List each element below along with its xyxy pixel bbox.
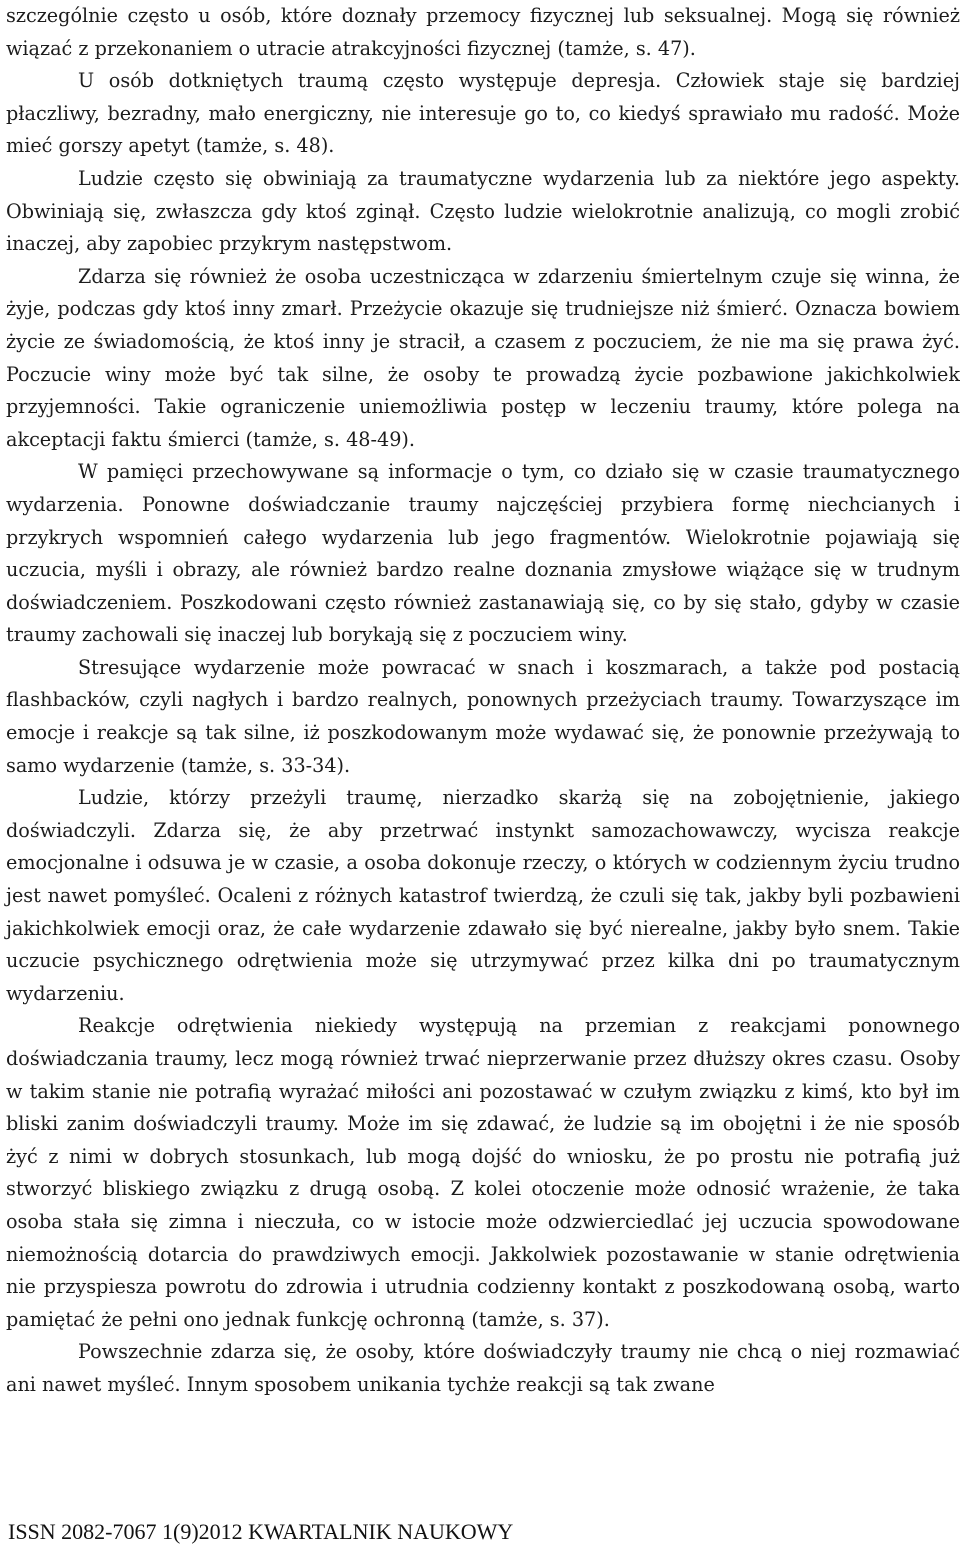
document-body [6, 0, 960, 1402]
paragraph-avoidance: Powszechnie zdarza się, że osoby, które doświadczyły traumy nie chcą o niej rozmawiać ani nawet myśleć. Innym sposobem unikania tychże reakcji są tak zwane [6, 1340, 960, 1396]
page-footer: ISSN 2082-7067 1(9)2012 KWARTALNIK NAUKOWY [8, 1519, 514, 1544]
paragraph-continued: szczególnie często u osób, które doznały przemocy fizycznej lub seksualnej. Mogą się również wiązać z przekonaniem o utracie atrakcyjności fizycznej (tamże, s. 47). [6, 4, 960, 60]
paragraph-flashbacks: Stresujące wydarzenie może powracać w snach i koszmarach, a także pod postacią flashbacków, czyli nagłych i bardzo realnych, ponownych przeżyciach traumy. Towarzyszące im emocje i reakcje są tak silne, iż poszkodowanym może wydawać się, że ponownie przeżywają to samo wydarzenie (tamże, s. 33-34). [6, 655, 960, 777]
paragraph-self-blame: Ludzie często się obwiniają za traumatyczne wydarzenia lub za niektóre jego aspekty. Obwiniają się, zwłaszcza gdy ktoś zginął. Często ludzie wielokrotnie analizują, co mogli zrobić inaczej, aby zapobiec przykrym następstwom. [6, 166, 960, 256]
paragraph-numbness-reactions: Reakcje odrętwienia niekiedy występują na przemian z reakcjami ponownego doświadczania traumy, lecz mogą również trwać nieprzerwanie przez dłuższy okres czasu. Osoby w takim stanie nie potrafią wyrażać miłości ani pozostawać w czułym związku z kimś, kto był im bliski zanim doświadczyli traumy. Może im się zdawać, że ludzie są im obojętni i że nie sposób żyć z nimi w dobrych stosunkach, lub mogą dojść do wniosku, że po prostu nie potrafią już stworzyć bliskiego związku z drugą osobą. Z kolei otoczenie może odnosić wrażenie, że taka osoba stała się zimna i nieczuła, co w istocie może odzwierciedlać jej uczucia spowodowane niemożnością dotarcia do prawdziwych emocji. Jakkolwiek pozostawanie w stanie odrętwienia nie przyspiesza powrotu do zdrowia i utrudnia codzienny kontakt z poszkodowaną osobą, warto pamiętać że pełni ono jednak funkcję ochronną (tamże, s. 37). [6, 1014, 960, 1331]
paragraph-survivor-guilt: Zdarza się również że osoba uczestnicząca w zdarzeniu śmiertelnym czuje się winna, że żyje, podczas gdy ktoś inny zmarł. Przeżycie okazuje się trudniejsze niż śmierć. Oznacza bowiem życie ze świadomością, że ktoś inny je stracił, a czasem z poczuciem, że nie ma się prawa żyć. Poczucie winy może być tak silne, że osoby te prowadzą życie pozbawione jakichkolwiek przyjemności. Takie ograniczenie uniemożliwia postęp w leczeniu traumy, które polega na akceptacji faktu śmierci (tamże, s. 48-49). [6, 264, 960, 451]
paragraph-numbness: Ludzie, którzy przeżyli traumę, nierzadko skarżą się na zobojętnienie, jakiego doświadczyli. Zdarza się, że aby przetrwać instynkt samozachowawczy, wycisza reakcje emocjonalne i odsuwa je w czasie, a osoba dokonuje rzeczy, o których w codziennym życiu trudno jest nawet pomyśleć. Ocaleni z różnych katastrof twierdzą, że czuli się tak, jakby byli pozbawieni jakichkolwiek emocji oraz, że całe wydarzenie zdawało się być nierealne, jakby było snem. Takie uczucie psychicznego odrętwienia może się utrzymywać przez kilka dni po traumatycznym wydarzeniu. [6, 786, 960, 1005]
paragraph-depression: U osób dotkniętych traumą często występuje depresja. Człowiek staje się bardziej płaczliwy, bezradny, mało energiczny, nie interesuje go to, co kiedyś sprawiało mu radość. Może mieć gorszy apetyt (tamże, s. 48). [6, 69, 960, 158]
paragraph-memory: W pamięci przechowywane są informacje o tym, co działo się w czasie traumatycznego wydarzenia. Ponowne doświadczanie traumy najczęściej przybiera formę niechcianych i przykrych wspomnień całego wydarzenia lub jego fragmentów. Wielokrotnie pojawiają się uczucia, myśli i obrazy, ale również bardzo realne doznania zmysłowe wiążące się w trudnym doświadczeniem. Poszkodowani często również zastanawiają się, co by się stało, gdyby w czasie traumy zachowali się inaczej lub borykają się z poczuciem winy. [6, 460, 960, 647]
